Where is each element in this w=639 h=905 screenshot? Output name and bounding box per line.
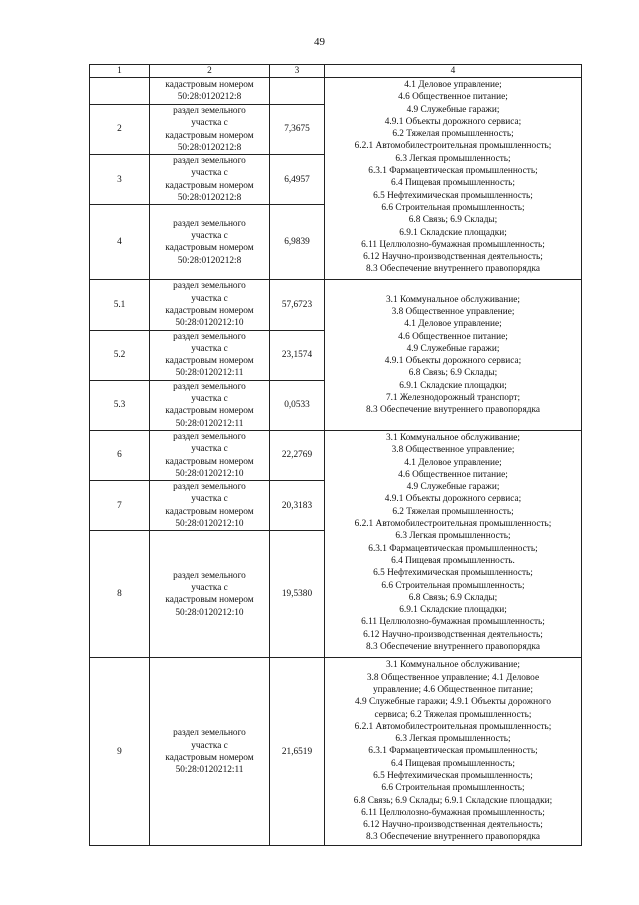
plot-description: раздел земельного участка с кадастровым номером 50:28:0120212:11 [150, 330, 270, 380]
plot-area: 6,9839 [270, 205, 325, 280]
row-number: 7 [90, 481, 150, 531]
plot-description: раздел земельного участка с кадастровым номером 50:28:0120212:8 [150, 155, 270, 205]
plot-description: раздел земельного участка с кадастровым номером 50:28:0120212:10 [150, 430, 270, 480]
plot-area: 19,5380 [270, 531, 325, 658]
plot-description: раздел земельного участка с кадастровым номером 50:28:0120212:10 [150, 280, 270, 330]
permitted-uses-cell: 3.1 Коммунальное обслуживание; 3.8 Общественное управление; 4.1 Деловое управление; 4.6 Общественное питание; 4.9 Служебные гаражи; 4.9.1 Объекты дорожного сервиса; 6.2 Тяжелая промышленность; 6.2.1 Автомобилестроительная промышленность; 6.3 Легкая промышленность; 6.3.1 Фармацевтическая промышленность; 6.4 Пищевая промышленность. 6.5 Нефтехимическая промышленность; 6.6 Строительная промышленность; 6.8 Связь; 6.9 Склады; 6.9.1 Складские площадки; 6.11 Целлюлозно-бумажная промышленность; 6.12 Научно-производственная деятельность; 8.3 Обеспечение внутреннего правопорядка [325, 430, 582, 657]
permitted-uses-cell: 3.1 Коммунальное обслуживание; 3.8 Общественное управление; 4.1 Деловое управление; 4.6 Общественное питание; 4.9 Служебные гаражи; 4.9.1 Объекты дорожного сервиса; 6.2 Тяжелая промышленность; 6.2.1 Автомобилестроительная промышленность; 6.3 Легкая промышленность; 6.3.1 Фармацевтическая промышленность; 6.4 Пищевая промышленность; 6.5 Нефтехимическая промышленность; 6.6 Строительная промышленность; 6.8 Связь; 6.9 Склады; 6.9.1 Складские площадки; 6.11 Целлюлозно-бумажная промышленность; 6.12 Научно-производственная деятельность; 8.3 Обеспечение внутреннего правопорядка [325, 658, 582, 846]
plot-area: 7,3675 [270, 105, 325, 155]
plot-area: 6,4957 [270, 155, 325, 205]
plot-area: 21,6519 [270, 658, 325, 846]
table-row [90, 658, 582, 846]
plot-area: 23,1574 [270, 330, 325, 380]
plot-description: раздел земельного участка с кадастровым номером 50:28:0120212:10 [150, 531, 270, 658]
row-number: 8 [90, 531, 150, 658]
header-cell: 2 [150, 65, 270, 78]
row-number: 5.1 [90, 280, 150, 330]
plot-description: раздел земельного участка с кадастровым номером 50:28:0120212:8 [150, 105, 270, 155]
plot-description: раздел земельного участка с кадастровым номером 50:28:0120212:10 [150, 481, 270, 531]
plot-description: раздел земельного участка с кадастровым номером 50:28:0120212:8 [150, 205, 270, 280]
plot-area [270, 78, 325, 105]
row-number: 2 [90, 105, 150, 155]
table-header-row [90, 65, 582, 78]
row-number: 6 [90, 430, 150, 480]
header-cell: 3 [270, 65, 325, 78]
plot-area: 22,2769 [270, 430, 325, 480]
permitted-uses-cell: 4.1 Деловое управление; 4.6 Общественное питание; 4.9 Служебные гаражи; 4.9.1 Объекты дорожного сервиса; 6.2 Тяжелая промышленность; 6.2.1 Автомобилестроительная промышленность; 6.3 Легкая промышленность; 6.3.1 Фармацевтическая промышленность; 6.4 Пищевая промышленность; 6.5 Нефтехимическая промышленность; 6.6 Строительная промышленность; 6.8 Связь; 6.9 Склады; 6.9.1 Складские площадки; 6.11 Целлюлозно-бумажная промышленность; 6.12 Научно-производственная деятельность; 8.3 Обеспечение внутреннего правопорядка [325, 78, 582, 280]
table-row [90, 280, 582, 330]
row-number: 9 [90, 658, 150, 846]
table-row [90, 78, 582, 105]
row-number: 5.2 [90, 330, 150, 380]
header-cell: 1 [90, 65, 150, 78]
row-number [90, 78, 150, 105]
row-number: 5.3 [90, 380, 150, 430]
row-number: 4 [90, 205, 150, 280]
land-plots-table [89, 64, 582, 846]
table-row [90, 430, 582, 480]
plot-description: кадастровым номером 50:28:0120212:8 [150, 78, 270, 105]
page-number: 49 [314, 36, 325, 48]
plot-area: 20,3183 [270, 481, 325, 531]
header-cell: 4 [325, 65, 582, 78]
row-number: 3 [90, 155, 150, 205]
plot-area: 0,0533 [270, 380, 325, 430]
permitted-uses-cell: 3.1 Коммунальное обслуживание; 3.8 Общественное управление; 4.1 Деловое управление; 4.6 Общественное питание; 4.9 Служебные гаражи; 4.9.1 Объекты дорожного сервиса; 6.8 Связь; 6.9 Склады; 6.9.1 Складские площадки; 7.1 Железнодорожный транспорт; 8.3 Обеспечение внутреннего правопорядка [325, 280, 582, 431]
plot-area: 57,6723 [270, 280, 325, 330]
plot-description: раздел земельного участка с кадастровым номером 50:28:0120212:11 [150, 380, 270, 430]
plot-description: раздел земельного участка с кадастровым номером 50:28:0120212:11 [150, 658, 270, 846]
